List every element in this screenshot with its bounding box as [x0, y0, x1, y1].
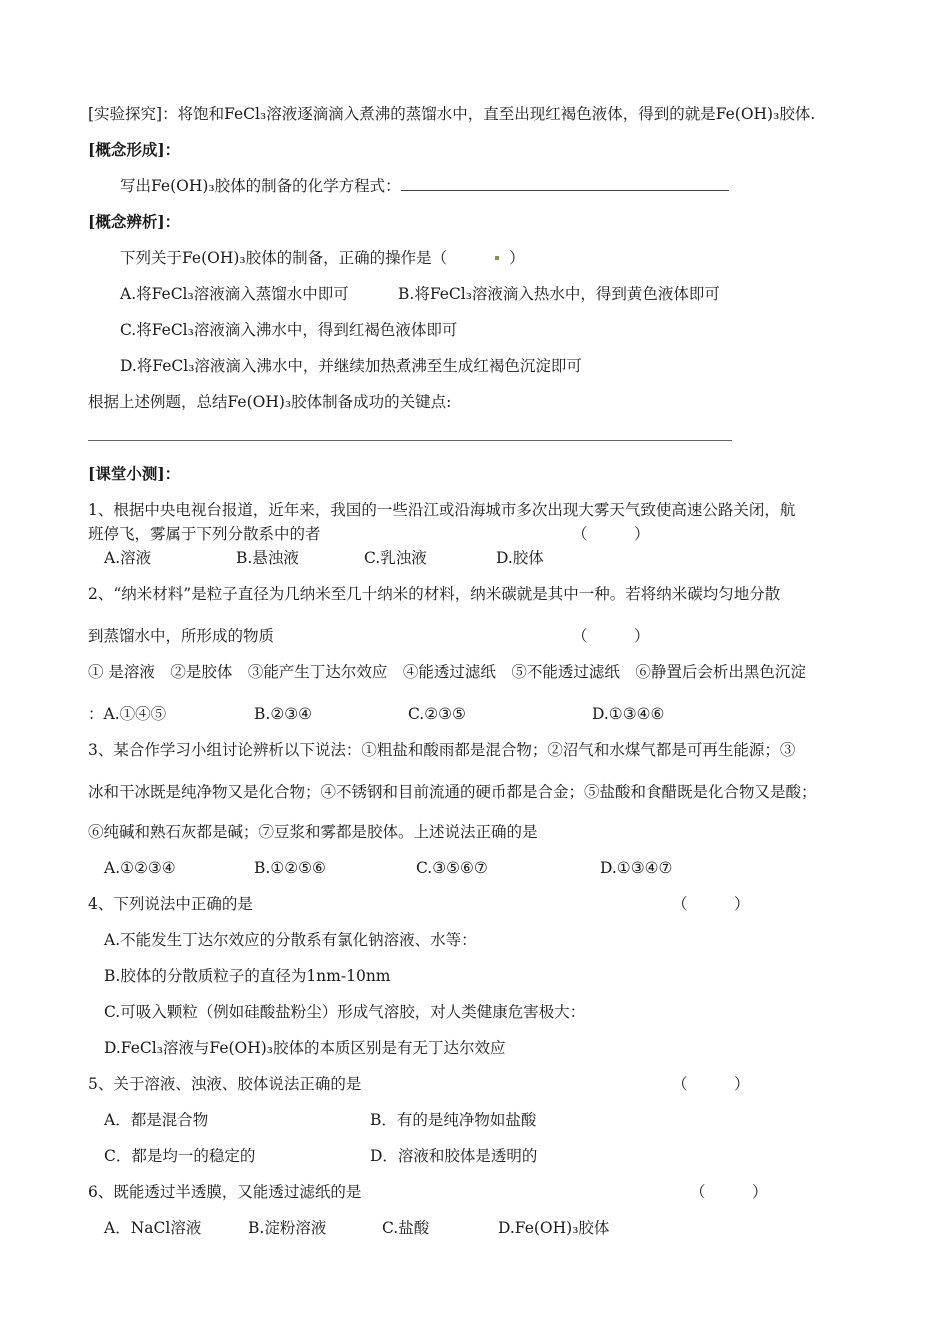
q2-answer-paren[interactable]: （ ）	[572, 627, 650, 645]
q3-option-d: D.①③④⑦	[600, 859, 673, 877]
q5-answer-paren[interactable]: （ ）	[672, 1075, 750, 1093]
summary-prompt: 根据上述例题，总结Fe(OH)₃胶体制备成功的关键点:	[88, 393, 452, 411]
q5-option-b: B．有的是纯净物如盐酸	[370, 1111, 537, 1129]
q3-option-b: B.①②⑤⑥	[254, 859, 326, 877]
q1-option-a: A.溶液	[104, 549, 152, 567]
q2-option-d: D.①③④⑥	[592, 705, 665, 723]
quiz-heading: [课堂小测]：	[88, 464, 181, 483]
q1-stem-line1: 1、根据中央电视台报道，近年来，我国的一些沿江或沿海城市多次出现大雾天气致使高速公路关闭，航	[88, 501, 796, 519]
q1-stem-line2: 班停飞，雾属于下列分散系中的者	[88, 525, 321, 543]
equation-prompt-text: 写出Fe(OH)₃胶体的制备的化学方程式：	[120, 177, 401, 195]
q3-stem-line3: ⑥纯碱和熟石灰都是碱；⑦豆浆和雾都是胶体。上述说法正确的是	[88, 823, 538, 841]
example-question-text: 下列关于Fe(OH)₃胶体的制备，正确的操作是（	[120, 249, 448, 267]
q5-option-c: C．都是均一的稳定的	[104, 1147, 256, 1165]
concept-formation-heading: [概念形成]：	[88, 140, 181, 159]
q4-option-a: A.不能发生丁达尔效应的分散系有氯化钠溶液、水等：	[104, 931, 477, 949]
q2-option-b: B.②③④	[254, 705, 313, 723]
example-question-close: ）	[509, 249, 525, 267]
equation-prompt	[120, 176, 729, 196]
q5-stem: 5、关于溶液、浊液、胶体说法正确的是	[88, 1075, 362, 1093]
example-question	[120, 248, 525, 268]
q2-statements: ① 是溶液 ②是胶体 ③能产生丁达尔效应 ④能透过滤纸 ⑤不能透过滤纸 ⑥静置后会析出黑色沉淀	[88, 663, 806, 681]
example-option-d: D.将FeCl₃溶液滴入沸水中，并继续加热煮沸至生成红褐色沉淀即可	[120, 357, 582, 375]
q2-option-c: C.②③⑤	[408, 705, 466, 723]
q4-answer-paren[interactable]: （ ）	[672, 895, 750, 913]
q2-stem-line2: 到蒸馏水中，所形成的物质	[88, 627, 275, 645]
q6-stem: 6、既能透过半透膜，又能透过滤纸的是	[88, 1183, 362, 1201]
concept-analysis-heading: [概念辨析]：	[88, 212, 181, 231]
q4-option-d: D.FeCl₃溶液与Fe(OH)₃胶体的本质区别是有无丁达尔效应	[104, 1039, 506, 1057]
q1-option-c: C.乳浊液	[364, 549, 427, 567]
q6-option-c: C.盐酸	[382, 1219, 430, 1237]
q1-answer-paren[interactable]: （ ）	[572, 525, 650, 543]
example-option-b: B.将FeCl₃溶液滴入热水中，得到黄色液体即可	[398, 285, 720, 303]
q4-option-b: B.胶体的分散质粒子的直径为1nm-10nm	[104, 967, 391, 985]
q3-stem-line1: 3、某合作学习小组讨论辨析以下说法：①粗盐和酸雨都是混合物；②沼气和水煤气都是可再生能源；③	[88, 741, 796, 759]
equation-answer-blank[interactable]	[401, 176, 729, 191]
q6-option-d: D.Fe(OH)₃胶体	[498, 1219, 610, 1237]
summary-answer-line[interactable]	[88, 440, 732, 441]
q2-option-a: ：A.①④⑤	[88, 705, 167, 723]
q6-option-a: A．NaCl溶液	[104, 1219, 202, 1237]
q5-option-a: A．都是混合物	[104, 1111, 209, 1129]
q3-option-c: C.③⑤⑥⑦	[416, 859, 488, 877]
example-option-a: A.将FeCl₃溶液滴入蒸馏水中即可	[120, 285, 349, 303]
q6-answer-paren[interactable]: （ ）	[690, 1183, 768, 1201]
q3-stem-line2: 冰和干冰既是纯净物又是化合物；④不锈钢和目前流通的硬币都是合金；⑤盐酸和食醋既是化合物又是酸；	[88, 783, 817, 801]
q4-option-c: C.可吸入颗粒（例如硅酸盐粉尘）形成气溶胶，对人类健康危害极大：	[104, 1003, 586, 1021]
q1-option-b: B.悬浊液	[236, 549, 299, 567]
q6-option-b: B.淀粉溶液	[248, 1219, 327, 1237]
q5-option-d: D．溶液和胶体是透明的	[370, 1147, 538, 1165]
q4-stem: 4、下列说法中正确的是	[88, 895, 253, 913]
experiment-line: [实验探究]：将饱和FeCl₃溶液逐滴滴入煮沸的蒸馏水中，直至出现红褐色液体，得到的就是Fe(OH)₃胶体.	[88, 105, 816, 123]
example-option-c: C.将FeCl₃溶液滴入沸水中，得到红褐色液体即可	[120, 321, 458, 339]
q1-option-d: D.胶体	[496, 549, 544, 567]
q2-stem-line1: 2、“纳米材料”是粒子直径为几纳米至几十纳米的材料，纳米碳就是其中一种。若将纳米碳均匀地分散	[88, 585, 781, 603]
q3-option-a: A.①②③④	[104, 859, 176, 877]
answer-mark	[495, 256, 499, 260]
